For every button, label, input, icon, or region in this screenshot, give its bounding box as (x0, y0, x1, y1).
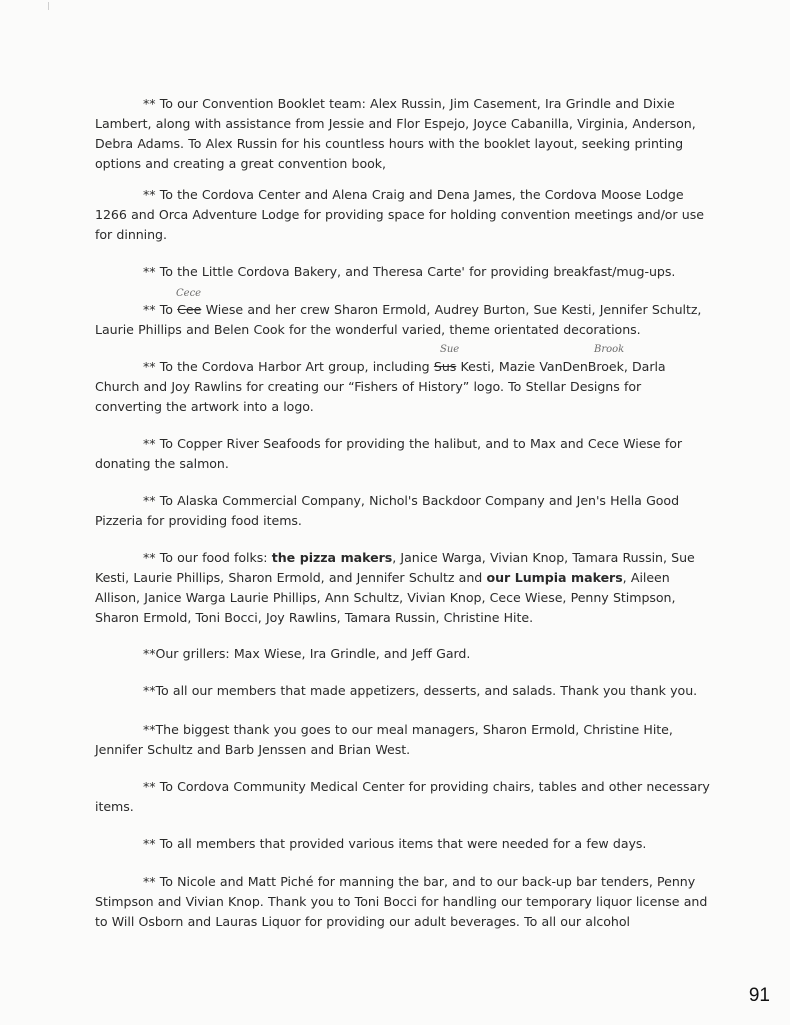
handwritten-correction-cece: Cece (176, 288, 202, 299)
paragraph-booklet-team: ** To our Convention Booklet team: Alex Russin, Jim Casement, Ira Grindle and Dixie Lambert, along with assistance from Jessie and Flor Espejo, Joyce Cabanilla, Virginia, Anderson, Debra Adams. To Alex Russin for his countless hours with the booklet layout, seeking printing options and creating a great convention book, (95, 96, 696, 171)
paragraph-harbor-art: ** To the Cordova Harbor Art group, including Sus Kesti, Mazie VanDenBroek, Darla Church and Joy Rawlins for creating our “Fishers of History” logo. To Stellar Designs for converting the artwork into a logo. (95, 359, 666, 414)
paragraph-bar: ** To Nicole and Matt Piché for manning the bar, and to our back-up bar tenders, Penny Stimpson and Vivian Knop. Thank you to Toni Bocci for handling our temporary liquor license and to Will Osborn and Lauras Liquor for providing our adult beverages. To all our alcohol (95, 874, 708, 929)
paragraph-cordova-center: ** To the Cordova Center and Alena Craig and Dena James, the Cordova Moose Lodge 1266 and Orca Adventure Lodge for providing space for holding convention meetings and/or use for dinning. (95, 187, 704, 242)
paragraph-food-items: ** To Alaska Commercial Company, Nichol's Backdoor Company and Jen's Hella Good Pizzeria for providing food items. (95, 493, 680, 528)
paragraph-meal-managers: **The biggest thank you goes to our meal managers, Sharon Ermold, Christine Hite, Jennifer Schultz and Barb Jenssen and Brian West. (95, 722, 673, 757)
page-number: 91 (748, 985, 770, 1006)
paragraph-bakery: ** To the Little Cordova Bakery, and Theresa Carte' for providing breakfast/mug-ups. (143, 264, 676, 279)
scan-mark (48, 2, 49, 10)
paragraph-grillers: **Our grillers: Max Wiese, Ira Grindle, and Jeff Gard. (143, 646, 471, 661)
paragraph-food-folks: ** To our food folks: the pizza makers, Janice Warga, Vivian Knop, Tamara Russin, Sue Kesti, Laurie Phillips, Sharon Ermold, and Jennifer Schultz and our Lumpia makers, Aileen Allison, Janice Warga Laurie Phillips, Ann Schultz, Vivian Knop, Cece Wiese, Penny Stimpson, Sharon Ermold, Toni Bocci, Joy Rawlins, Tamara Russin, Christine Hite. (95, 550, 695, 625)
paragraph-decorations: ** To Cee Wiese and her crew Sharon Ermold, Audrey Burton, Sue Kesti, Jennifer Schultz, Laurie Phillips and Belen Cook for the wonderful varied, theme orientated decorations. (95, 302, 702, 337)
paragraph-medical-center: ** To Cordova Community Medical Center for providing chairs, tables and other necessary items. (95, 779, 710, 814)
paragraph-various-items: ** To all members that provided various items that were needed for a few days. (143, 836, 647, 851)
handwritten-correction-sue: Sue (440, 344, 460, 355)
paragraph-seafoods: ** To Copper River Seafoods for providing the halibut, and to Max and Cece Wiese for donating the salmon. (95, 436, 683, 471)
struck-text-cee: Cee (177, 302, 202, 317)
bold-lumpia-makers: our Lumpia makers (486, 570, 623, 585)
handwritten-correction-brook: Brook (594, 344, 625, 355)
paragraph-members-food: **To all our members that made appetizers, desserts, and salads. Thank you thank you. (143, 683, 698, 698)
bold-pizza-makers: the pizza makers (271, 550, 393, 565)
struck-text-sus: Sus (433, 359, 457, 374)
